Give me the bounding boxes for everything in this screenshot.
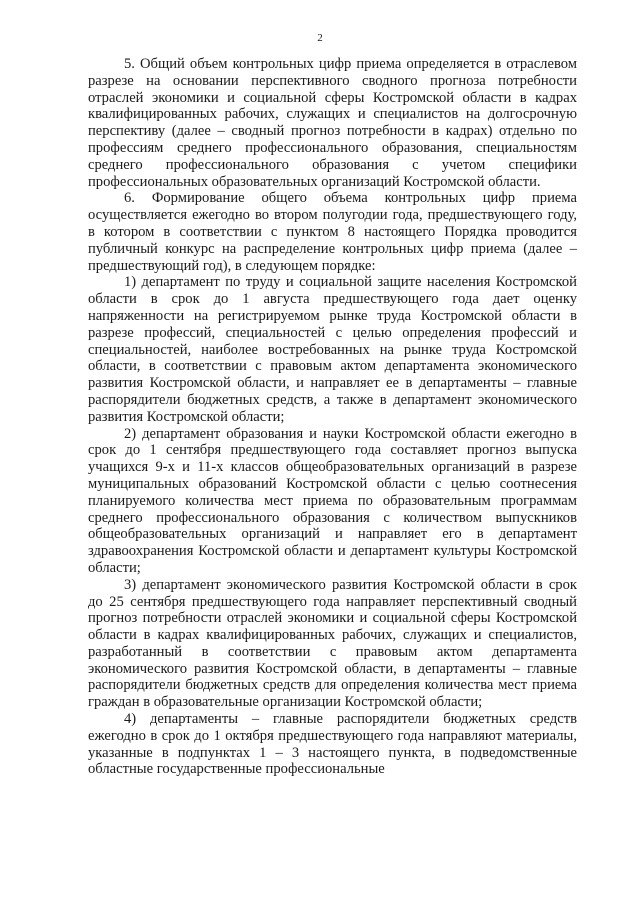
page-number: 2 [317,32,323,44]
paragraph-item-6: 6. Формирование общего объема контрольных цифр приема осуществляется ежегодно во втором полугодии года, предшествующего году, в котором в соответствии с пунктом 8 настоящего Порядка проводится публичный конкурс на распределение контрольных цифр приема (далее – предшествующий год), в следующем порядке: [88,190,577,274]
subparagraph-4: 4) департаменты – главные распорядители бюджетных средств ежегодно в срок до 1 октября предшествующего года направляют материалы, указанные в подпунктах 1 – 3 настоящего пункта, в подведомственные областные государственные профессиональные [88,711,577,778]
subparagraph-2: 2) департамент образования и науки Костромской области ежегодно в срок до 1 сентября предшествующего года составляет прогноз выпуска учащихся 9-х и 11-х классов общеобразовательных организаций в разрезе муниципальных образований Костромской области с целью соотнесения планируемого количества мест приема по образовательным программам среднего профессионального образования с количеством выпускников общеобразовательных организаций и направляет его в департамент здравоохранения Костромской области и департамент культуры Костромской области; [88,425,577,576]
document-body [88,56,577,778]
subparagraph-1: 1) департамент по труду и социальной защите населения Костромской области в срок до 1 августа предшествующего года дает оценку напряженности на регистрируемом рынке труда Костромской области в разрезе профессий, специальностей с целью определения профессий и специальностей, наиболее востребованных на рынке труда Костромской области, в соответствии с правовым актом департамента экономического развития Костромской области, и направляет ее в департаменты – главные распорядители бюджетных средств, а также в департамент экономического развития Костромской области; [88,274,577,425]
paragraph-item-5: 5. Общий объем контрольных цифр приема определяется в отраслевом разрезе на основании перспективного сводного прогноза потребности отраслей экономики и социальной сферы Костромской области в кадрах квалифицированных рабочих, служащих и специалистов на долгосрочную перспективу (далее – сводный прогноз потребности в кадрах) отдельно по профессиям среднего профессионального образования, специальностям среднего профессионального образования с учетом специфики профессиональных образовательных организаций Костромской области. [88,56,577,190]
subparagraph-3: 3) департамент экономического развития Костромской области в срок до 25 сентября предшествующего года направляет перспективный сводный прогноз потребности отраслей экономики и социальной сферы Костромской области в кадрах квалифицированных рабочих, служащих и специалистов, разработанный в соответствии с правовым актом департамента экономического развития Костромской области, в департаменты – главные распорядители бюджетных средств для определения количества мест приема граждан в образовательные организации Костромской области; [88,576,577,711]
